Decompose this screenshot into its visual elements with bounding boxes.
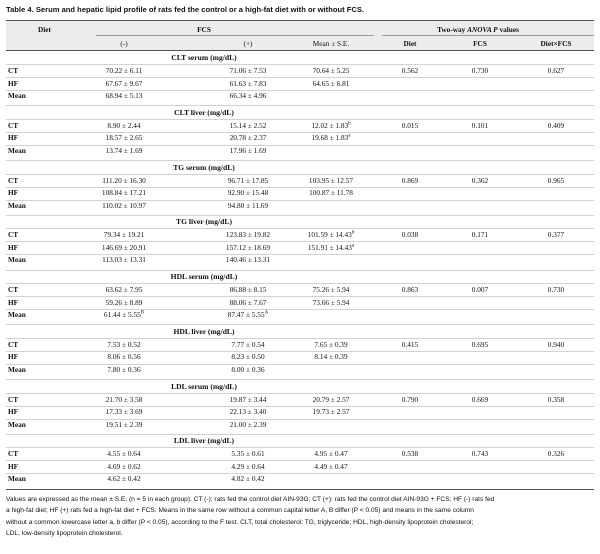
row-label: CT bbox=[8, 339, 19, 349]
header-p-fcs: FCS bbox=[473, 39, 487, 48]
section-divider bbox=[6, 324, 594, 325]
cell-fcs-plus-value: 19.87 ± 3.44 bbox=[229, 394, 267, 404]
p-value-interaction: 0.940 bbox=[547, 339, 565, 349]
cell-fcs-plus bbox=[231, 462, 264, 471]
cell-fcs-minus bbox=[106, 298, 143, 307]
p-value-diet: 0.790 bbox=[401, 394, 419, 404]
row-divider bbox=[6, 351, 594, 352]
header-fcs-plus: (+) bbox=[243, 39, 253, 48]
footnote-line: a high-fat diet; HF (+) rats fed a high-fat diet + FCS. Means in the same row without a common capital letter A, B differ (P < 0.05) and means in the same column bbox=[6, 507, 474, 515]
row-label: CT bbox=[8, 394, 19, 404]
header-p-diet: Diet bbox=[403, 39, 417, 48]
row-label: Mean bbox=[8, 419, 26, 429]
cell-fcs-minus-value: 111.20 ± 16.30 bbox=[102, 175, 146, 185]
row-label: HF bbox=[8, 407, 19, 416]
row-label: Mean bbox=[8, 310, 26, 319]
p-value-interaction: 0.326 bbox=[547, 449, 565, 459]
cell-mean-se-value: 12.02 ± 1.83 bbox=[311, 120, 349, 130]
cell-fcs-plus-value: 96.71 ± 17.85 bbox=[227, 175, 269, 185]
header-fcs-minus: (-) bbox=[120, 39, 128, 48]
cell-fcs-minus-letter: B bbox=[140, 310, 145, 316]
p-value-diet: 0.863 bbox=[401, 285, 419, 294]
section-divider bbox=[6, 160, 594, 161]
cell-fcs-minus-value: 4.62 ± 0.42 bbox=[107, 474, 141, 484]
p-value-interaction: 0.377 bbox=[547, 230, 565, 240]
cell-fcs-minus-value: 108.84 ± 17.21 bbox=[101, 188, 147, 197]
header-p-interaction: Diet×FCS bbox=[540, 39, 572, 48]
cell-mean-se-value: 151.91 ± 14.43 bbox=[307, 242, 352, 252]
row-label: Mean bbox=[8, 364, 26, 374]
p-value-interaction: 0.965 bbox=[547, 175, 565, 185]
section-divider bbox=[6, 105, 594, 106]
row-divider bbox=[6, 406, 594, 407]
cell-fcs-plus bbox=[231, 449, 264, 458]
cell-fcs-plus-value: 8.00 ± 0.36 bbox=[231, 364, 265, 374]
footnote-line: LDL, low-density lipoprotein cholesterol. bbox=[6, 530, 123, 538]
cell-fcs-minus bbox=[106, 285, 143, 294]
cell-fcs-plus-value: 15.14 ± 2.52 bbox=[229, 120, 267, 130]
cell-mean-se-value: 75.26 ± 5.94 bbox=[312, 285, 350, 294]
cell-mean-se-value: 100.87 ± 11.78 bbox=[309, 188, 353, 197]
cell-fcs-minus-value: 70.22 ± 6.11 bbox=[105, 66, 143, 75]
cell-fcs-plus bbox=[231, 365, 264, 374]
row-divider bbox=[6, 174, 594, 175]
cell-fcs-plus-value: 61.63 ± 7.83 bbox=[229, 78, 267, 88]
cell-fcs-minus-value: 21.70 ± 3.58 bbox=[105, 394, 143, 404]
cell-fcs-minus-value: 68.94 ± 5.13 bbox=[105, 91, 143, 100]
cell-fcs-minus-value: 63.62 ± 7.95 bbox=[105, 285, 143, 294]
cell-fcs-plus-value: 7.77 ± 0.54 bbox=[231, 339, 265, 349]
row-label: Mean bbox=[8, 145, 26, 155]
header-anova-prefix: Two-way bbox=[437, 25, 468, 34]
cell-fcs-minus bbox=[102, 188, 146, 197]
p-value-diet: 0.538 bbox=[401, 449, 419, 459]
section-divider bbox=[6, 379, 594, 380]
cell-fcs-minus bbox=[102, 201, 146, 210]
cell-fcs-minus-value: 146.69 ± 20.91 bbox=[101, 242, 147, 252]
p-value-fcs: 0.171 bbox=[471, 230, 489, 240]
cell-fcs-minus bbox=[104, 310, 144, 319]
cell-fcs-plus-letter: A bbox=[264, 310, 269, 316]
cell-mean-se bbox=[313, 79, 350, 88]
header-inner-line-fcs bbox=[96, 35, 374, 36]
cell-mean-se bbox=[308, 243, 354, 252]
row-label: Mean bbox=[8, 474, 26, 484]
row-divider bbox=[6, 364, 594, 365]
cell-fcs-plus bbox=[230, 298, 267, 307]
cell-mean-se-letter: a bbox=[348, 133, 351, 139]
cell-fcs-minus-value: 18.57 ± 2.65 bbox=[105, 133, 143, 143]
cell-fcs-plus-value: 92.90 ± 15.48 bbox=[227, 188, 269, 197]
row-label: CT bbox=[8, 120, 19, 130]
cell-fcs-plus-value: 8.23 ± 0.50 bbox=[231, 352, 265, 362]
p-value-diet: 0.562 bbox=[401, 66, 419, 75]
cell-fcs-plus bbox=[228, 310, 268, 319]
cell-fcs-minus-value: 59.26 ± 8.89 bbox=[105, 297, 143, 307]
p-value-interaction: 0.358 bbox=[547, 394, 565, 404]
cell-fcs-minus bbox=[106, 66, 143, 75]
row-divider bbox=[6, 119, 594, 120]
cell-fcs-minus bbox=[106, 420, 143, 429]
table-caption: Table 4. Serum and hepatic lipid profile of rats fed the control or a high-fat diet with or without FCS. bbox=[6, 5, 365, 14]
header-fcs: FCS bbox=[197, 25, 211, 34]
bottom-rule bbox=[6, 489, 594, 490]
row-label: CT bbox=[8, 449, 19, 459]
cell-fcs-plus-value: 71.06 ± 7.53 bbox=[229, 66, 267, 75]
cell-fcs-plus-value: 17.96 ± 1.69 bbox=[229, 145, 267, 155]
cell-fcs-plus bbox=[230, 121, 267, 130]
row-divider bbox=[6, 77, 594, 78]
cell-fcs-plus-value: 20.78 ± 2.37 bbox=[229, 133, 267, 143]
cell-mean-se-value: 64.65 ± 6.81 bbox=[312, 78, 350, 88]
cell-fcs-minus bbox=[104, 230, 145, 239]
cell-fcs-minus bbox=[102, 243, 146, 252]
row-divider bbox=[6, 145, 594, 146]
cell-fcs-minus-value: 8.06 ± 0.56 bbox=[107, 352, 141, 362]
row-divider bbox=[6, 309, 594, 310]
row-label: CT bbox=[8, 230, 19, 240]
row-divider bbox=[6, 419, 594, 420]
cell-fcs-minus bbox=[107, 340, 140, 349]
cell-mean-se-value: 4.49 ± 0.47 bbox=[314, 461, 348, 471]
cell-fcs-plus bbox=[230, 407, 267, 416]
cell-mean-se-letter: b bbox=[348, 121, 351, 127]
row-divider bbox=[6, 200, 594, 201]
cell-fcs-plus bbox=[226, 243, 270, 252]
header-inner-line-anova bbox=[382, 35, 594, 36]
section-divider bbox=[6, 215, 594, 216]
cell-fcs-plus-value: 157.12 ± 18.69 bbox=[225, 242, 271, 252]
cell-mean-se-letter: b bbox=[351, 230, 355, 236]
cell-fcs-plus bbox=[230, 395, 267, 404]
cell-fcs-minus-value: 113.03 ± 13.31 bbox=[102, 255, 146, 265]
footnote-line: Values are expressed as the mean ± S.E. (n = 5 in each group). CT (-): rats fed the control diet AIN-93G; CT (+): rats fed the control diet AIN-93G + FCS; HF (-) rats fed bbox=[6, 496, 495, 503]
row-label: Mean bbox=[8, 91, 26, 100]
p-value-diet: 0.015 bbox=[401, 120, 419, 130]
section-divider bbox=[6, 434, 594, 435]
cell-fcs-plus-value: 86.88 ± 8.15 bbox=[229, 285, 267, 294]
p-value-fcs: 0.730 bbox=[471, 66, 489, 75]
p-value-fcs: 0.695 bbox=[471, 339, 489, 349]
row-divider bbox=[6, 187, 594, 188]
cell-fcs-plus bbox=[231, 340, 264, 349]
p-value-interaction: 0.627 bbox=[547, 66, 565, 75]
cell-fcs-plus-value: 66.34 ± 4.96 bbox=[229, 91, 267, 100]
cell-fcs-minus bbox=[107, 352, 140, 361]
row-label: CT bbox=[8, 285, 19, 294]
header-bottom-rule bbox=[6, 50, 594, 51]
header-mean-se: Mean ± S.E. bbox=[312, 39, 350, 48]
cell-fcs-plus-value: 94.80 ± 11.69 bbox=[227, 200, 269, 210]
cell-mean-se bbox=[309, 188, 353, 197]
cell-fcs-plus bbox=[230, 91, 267, 100]
cell-fcs-plus-value: 21.00 ± 2.39 bbox=[229, 419, 267, 429]
cell-fcs-plus bbox=[230, 79, 267, 88]
cell-fcs-plus bbox=[231, 474, 264, 483]
row-label: Mean bbox=[8, 255, 26, 265]
cell-mean-se-value: 101.59 ± 14.43 bbox=[307, 230, 352, 240]
row-divider bbox=[6, 296, 594, 297]
cell-fcs-minus-value: 79.34 ± 19.21 bbox=[103, 230, 145, 240]
cell-fcs-minus bbox=[107, 462, 140, 471]
row-label: HF bbox=[8, 297, 19, 307]
header-diet: Diet bbox=[38, 25, 51, 34]
cell-fcs-minus bbox=[102, 176, 146, 185]
section-title: LDL serum (mg/dL) bbox=[171, 381, 237, 391]
cell-mean-se bbox=[314, 352, 347, 361]
row-label: HF bbox=[8, 242, 19, 252]
cell-fcs-plus-value: 4.82 ± 0.42 bbox=[231, 474, 265, 484]
cell-mean-se-value: 8.14 ± 0.39 bbox=[314, 352, 348, 362]
row-divider bbox=[6, 254, 594, 255]
section-divider bbox=[6, 270, 594, 271]
row-divider bbox=[6, 132, 594, 133]
p-value-fcs: 0.007 bbox=[471, 285, 489, 294]
cell-fcs-minus-value: 110.02 ± 10.97 bbox=[102, 200, 146, 210]
section-title: CLT liver (mg/dL) bbox=[174, 107, 234, 117]
cell-mean-se bbox=[309, 176, 353, 185]
cell-fcs-plus-value: 140.46 ± 13.31 bbox=[225, 255, 271, 265]
row-divider bbox=[6, 241, 594, 242]
table-footnotes bbox=[6, 494, 594, 540]
p-value-diet: 0.038 bbox=[401, 230, 419, 240]
row-label: HF bbox=[8, 78, 19, 88]
footnote-line: without a common lowercase letter a, b differ (P < 0.05), according to the F test. CLT, total cholesterol; TG, triglyceride; HDL, high-density lipoprotein cholesterol; bbox=[6, 518, 474, 526]
cell-fcs-minus-value: 8.90 ± 2.44 bbox=[107, 120, 141, 130]
cell-mean-se bbox=[313, 395, 350, 404]
cell-mean-se-value: 70.64 ± 5.25 bbox=[312, 66, 350, 75]
cell-fcs-minus bbox=[106, 407, 143, 416]
section-title: HDL serum (mg/dL) bbox=[170, 272, 238, 281]
cell-fcs-plus bbox=[228, 201, 268, 210]
section-title: HDL liver (mg/dL) bbox=[173, 326, 235, 336]
cell-fcs-minus-value: 67.67 ± 9.67 bbox=[105, 78, 143, 88]
p-value-interaction: 0.730 bbox=[547, 285, 565, 294]
cell-fcs-plus bbox=[226, 255, 270, 264]
cell-mean-se-value: 20.79 ± 2.57 bbox=[312, 394, 350, 404]
cell-fcs-minus bbox=[107, 121, 140, 130]
cell-mean-se bbox=[308, 230, 355, 239]
row-divider bbox=[6, 338, 594, 339]
p-value-interaction: 0.409 bbox=[547, 120, 565, 130]
cell-fcs-minus bbox=[106, 79, 143, 88]
header-anova-suffix: values bbox=[497, 25, 519, 34]
p-value-diet: 0.869 bbox=[401, 175, 419, 185]
row-divider bbox=[6, 64, 594, 65]
cell-fcs-minus-value: 19.51 ± 2.39 bbox=[105, 419, 143, 429]
row-label: HF bbox=[8, 461, 19, 471]
cell-fcs-minus-value: 7.53 ± 0.52 bbox=[107, 339, 141, 349]
section-title: TG serum (mg/dL) bbox=[173, 162, 235, 172]
cell-mean-se bbox=[311, 121, 350, 130]
cell-mean-se bbox=[314, 462, 347, 471]
cell-mean-se bbox=[313, 407, 350, 416]
row-divider bbox=[6, 447, 594, 448]
cell-fcs-minus bbox=[107, 474, 140, 483]
row-divider bbox=[6, 283, 594, 284]
cell-fcs-minus-value: 61.44 ± 5.55 bbox=[103, 310, 141, 319]
cell-fcs-minus bbox=[106, 91, 143, 100]
p-value-diet: 0.415 bbox=[401, 339, 419, 349]
cell-fcs-minus bbox=[106, 133, 143, 142]
cell-fcs-plus bbox=[230, 133, 267, 142]
cell-mean-se-value: 4.95 ± 0.47 bbox=[314, 449, 348, 459]
row-label: CT bbox=[8, 175, 19, 185]
row-divider bbox=[6, 460, 594, 461]
section-title: CLT serum (mg/dL) bbox=[171, 53, 237, 62]
section-title: TG liver (mg/dL) bbox=[176, 217, 232, 227]
p-value-fcs: 0.743 bbox=[471, 449, 489, 459]
cell-fcs-plus-value: 88.06 ± 7.67 bbox=[229, 297, 267, 307]
cell-fcs-minus bbox=[107, 449, 140, 458]
p-value-fcs: 0.362 bbox=[471, 175, 489, 185]
cell-fcs-plus bbox=[231, 352, 264, 361]
row-divider bbox=[6, 90, 594, 91]
cell-fcs-minus bbox=[107, 365, 140, 374]
cell-fcs-plus bbox=[228, 176, 269, 185]
cell-fcs-minus-value: 7.80 ± 0.36 bbox=[107, 364, 141, 374]
cell-mean-se-value: 7.65 ± 0.39 bbox=[314, 339, 348, 349]
row-label: Mean bbox=[8, 200, 26, 210]
cell-fcs-plus-value: 87.47 ± 5.55 bbox=[227, 310, 265, 319]
cell-fcs-minus-value: 4.69 ± 0.62 bbox=[107, 461, 141, 471]
cell-mean-se-value: 19.68 ± 1.83 bbox=[311, 133, 349, 143]
row-divider bbox=[6, 228, 594, 229]
section-title: LDL liver (mg/dL) bbox=[173, 436, 235, 446]
cell-mean-se bbox=[313, 298, 350, 307]
cell-mean-se-value: 103.95 ± 12.57 bbox=[308, 175, 354, 185]
row-divider bbox=[6, 393, 594, 394]
row-label: HF bbox=[8, 188, 19, 197]
cell-fcs-minus bbox=[106, 146, 143, 155]
row-label: HF bbox=[8, 133, 19, 143]
cell-fcs-plus bbox=[228, 188, 269, 197]
p-value-fcs: 0.669 bbox=[471, 394, 489, 404]
cell-fcs-minus-value: 17.33 ± 3.69 bbox=[105, 407, 143, 416]
cell-fcs-plus bbox=[230, 66, 267, 75]
cell-mean-se bbox=[311, 133, 350, 142]
cell-fcs-plus-value: 22.13 ± 3.40 bbox=[229, 407, 267, 416]
cell-fcs-plus-value: 123.83 ± 19.82 bbox=[225, 230, 271, 240]
cell-fcs-minus-value: 13.74 ± 1.69 bbox=[105, 145, 143, 155]
row-label: HF bbox=[8, 352, 19, 362]
header-anova bbox=[437, 25, 519, 34]
cell-fcs-plus-value: 5.35 ± 0.61 bbox=[231, 449, 265, 459]
cell-fcs-plus bbox=[230, 146, 267, 155]
cell-fcs-minus bbox=[102, 255, 146, 264]
cell-fcs-plus bbox=[230, 420, 267, 429]
p-value-fcs: 0.101 bbox=[471, 120, 489, 130]
cell-mean-se bbox=[313, 285, 350, 294]
cell-fcs-minus-value: 4.55 ± 0.64 bbox=[107, 449, 141, 459]
row-label: CT bbox=[8, 66, 19, 75]
cell-mean-se-value: 19.73 ± 2.57 bbox=[312, 407, 350, 416]
cell-mean-se bbox=[314, 340, 347, 349]
cell-mean-se bbox=[313, 66, 350, 75]
cell-mean-se-letter: a bbox=[351, 243, 355, 249]
row-divider bbox=[6, 473, 594, 474]
cell-mean-se-value: 73.66 ± 5.94 bbox=[312, 297, 350, 307]
header-anova-italic: ANOVA P bbox=[467, 25, 498, 34]
cell-fcs-plus bbox=[230, 285, 267, 294]
cell-fcs-plus-value: 4.29 ± 0.64 bbox=[231, 461, 265, 471]
cell-mean-se bbox=[314, 449, 347, 458]
cell-fcs-plus bbox=[226, 230, 270, 239]
cell-fcs-minus bbox=[106, 395, 143, 404]
